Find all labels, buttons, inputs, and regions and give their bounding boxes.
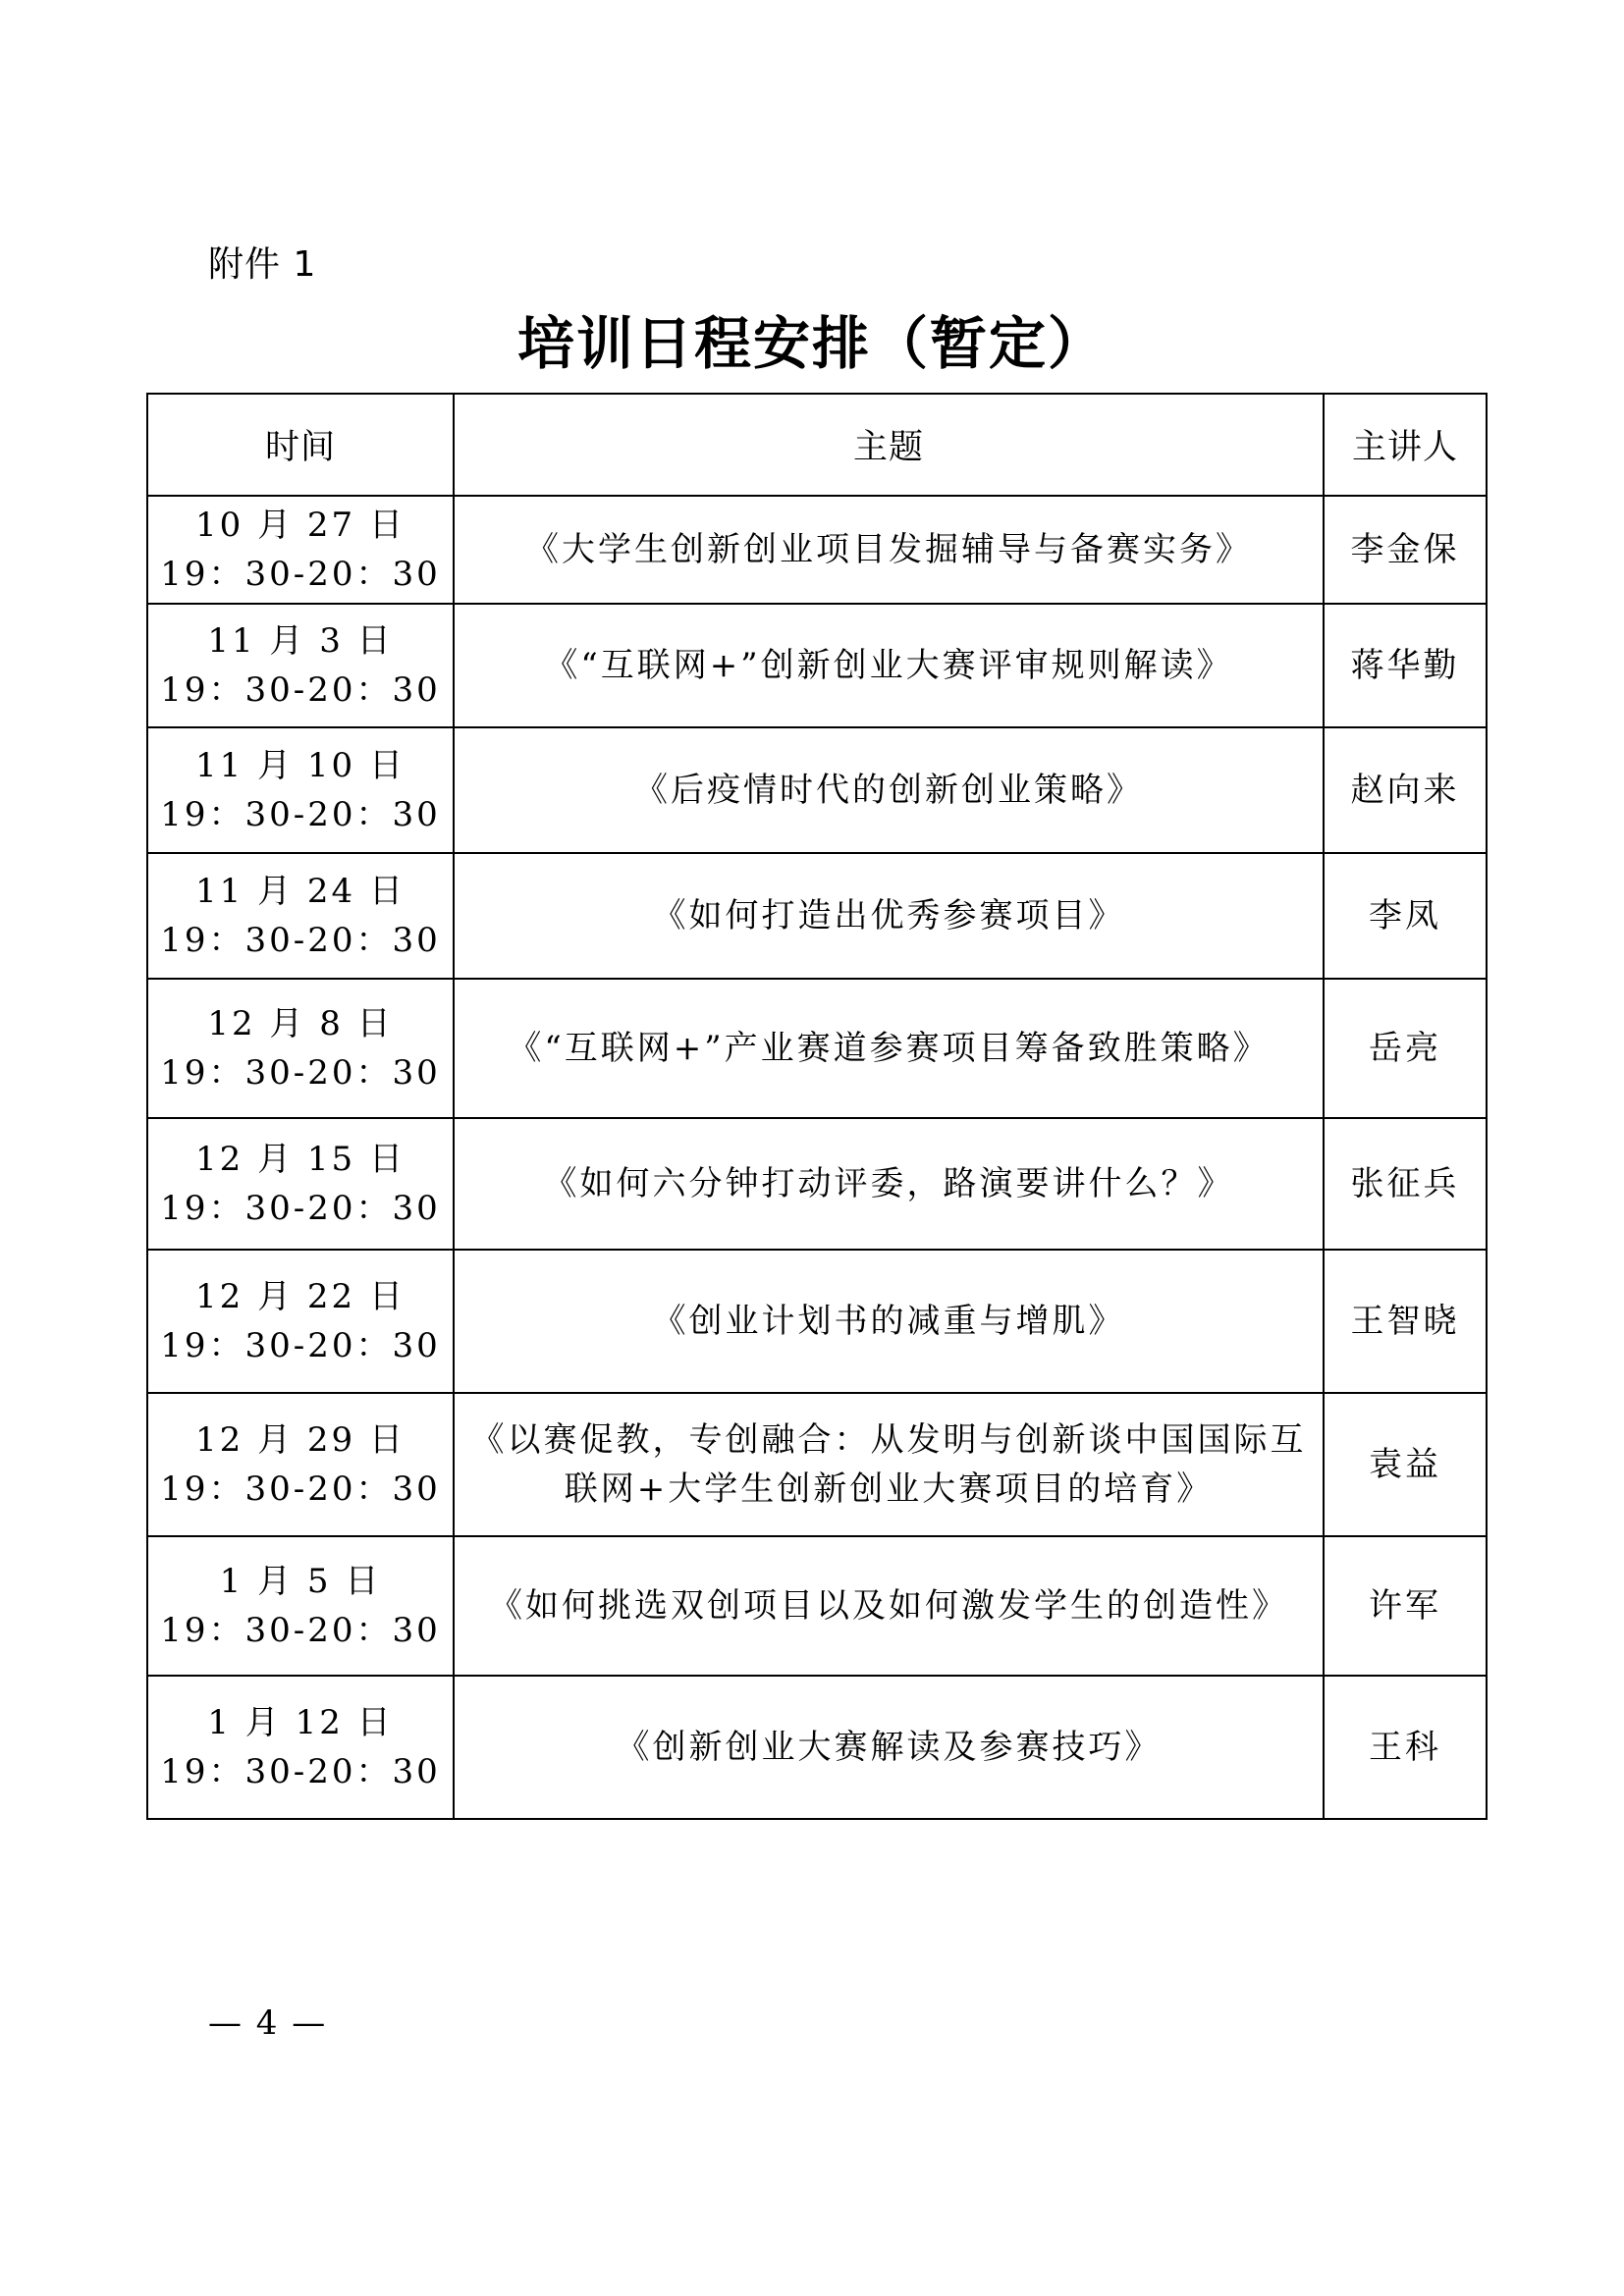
session-topic: 《创业计划书的减重与增肌》	[652, 1302, 1125, 1341]
session-topic: 《创新创业大赛解读及参赛技巧》	[616, 1728, 1162, 1767]
session-date: 12 月 15 日	[195, 1140, 406, 1179]
speaker-cell: 李凤	[1324, 853, 1487, 979]
session-date: 11 月 10 日	[195, 746, 406, 785]
topic-cell	[454, 727, 1324, 853]
table-row	[147, 979, 1487, 1118]
time-cell	[147, 979, 454, 1118]
attachment-label: 附件 1	[208, 244, 317, 285]
session-time: 19：30-20：30	[160, 1469, 441, 1509]
topic-cell	[454, 496, 1324, 604]
session-date: 1 月 12 日	[207, 1703, 394, 1742]
table-row	[147, 727, 1487, 853]
topic-cell	[454, 1118, 1324, 1250]
session-date: 12 月 29 日	[195, 1420, 406, 1460]
session-topic: 《大学生创新创业项目发掘辅导与备赛实务》	[525, 530, 1252, 569]
speaker-cell: 王智晓	[1324, 1250, 1487, 1393]
time-cell	[147, 604, 454, 727]
session-topic: 《以赛促教，专创融合：从发明与创新谈中国国际互联网+大学生创新创业大赛项目的培育》	[470, 1420, 1307, 1509]
session-topic: 《如何打造出优秀参赛项目》	[652, 896, 1125, 935]
time-cell	[147, 727, 454, 853]
time-cell	[147, 1250, 454, 1393]
session-time: 19：30-20：30	[160, 795, 441, 834]
table-row	[147, 604, 1487, 727]
session-time: 19：30-20：30	[160, 1326, 441, 1365]
speaker-cell: 袁益	[1324, 1393, 1487, 1536]
session-date: 12 月 22 日	[195, 1277, 406, 1316]
header-speaker: 主讲人	[1324, 394, 1487, 496]
table-row	[147, 853, 1487, 979]
session-date: 12 月 8 日	[207, 1004, 394, 1043]
session-time: 19：30-20：30	[160, 1053, 441, 1093]
session-topic: 《“互联网+”产业赛道参赛项目筹备致胜策略》	[508, 1029, 1270, 1068]
speaker-cell: 王科	[1324, 1676, 1487, 1819]
time-cell	[147, 1118, 454, 1250]
header-time: 时间	[147, 394, 454, 496]
time-cell	[147, 1676, 454, 1819]
topic-cell	[454, 979, 1324, 1118]
schedule-table	[146, 393, 1488, 1820]
session-topic: 《如何六分钟打动评委，路演要讲什么？》	[543, 1164, 1234, 1203]
speaker-cell: 赵向来	[1324, 727, 1487, 853]
table-row	[147, 496, 1487, 604]
table-row	[147, 1250, 1487, 1393]
table-header-row	[147, 394, 1487, 496]
session-time: 19：30-20：30	[160, 670, 441, 710]
speaker-cell: 张征兵	[1324, 1118, 1487, 1250]
header-topic: 主题	[454, 394, 1324, 496]
speaker-cell: 许军	[1324, 1536, 1487, 1676]
time-cell	[147, 1536, 454, 1676]
session-time: 19：30-20：30	[160, 1189, 441, 1228]
table-row	[147, 1676, 1487, 1819]
session-time: 19：30-20：30	[160, 921, 441, 960]
session-time: 19：30-20：30	[160, 1752, 441, 1791]
session-date: 11 月 24 日	[195, 872, 406, 911]
session-date: 1 月 5 日	[219, 1562, 382, 1601]
topic-cell	[454, 1676, 1324, 1819]
session-date: 11 月 3 日	[207, 621, 394, 661]
session-time: 19：30-20：30	[160, 555, 441, 594]
topic-cell	[454, 853, 1324, 979]
topic-cell	[454, 604, 1324, 727]
speaker-cell: 蒋华勤	[1324, 604, 1487, 727]
session-topic: 《“互联网+”创新创业大赛评审规则解读》	[544, 646, 1233, 685]
speaker-cell: 李金保	[1324, 496, 1487, 604]
time-cell	[147, 1393, 454, 1536]
table-row	[147, 1536, 1487, 1676]
topic-cell	[454, 1536, 1324, 1676]
page-title: 培训日程安排（暂定）	[516, 310, 1107, 377]
table-row	[147, 1393, 1487, 1536]
session-date: 10 月 27 日	[195, 506, 406, 545]
session-topic: 《如何挑选双创项目以及如何激发学生的创造性》	[489, 1586, 1288, 1626]
topic-cell	[454, 1250, 1324, 1393]
session-time: 19：30-20：30	[160, 1611, 441, 1650]
time-cell	[147, 496, 454, 604]
topic-cell	[454, 1393, 1324, 1536]
table-row	[147, 1118, 1487, 1250]
speaker-cell: 岳亮	[1324, 979, 1487, 1118]
session-topic: 《后疫情时代的创新创业策略》	[634, 771, 1143, 810]
time-cell	[147, 853, 454, 979]
page-number: — 4 —	[208, 2003, 328, 2043]
